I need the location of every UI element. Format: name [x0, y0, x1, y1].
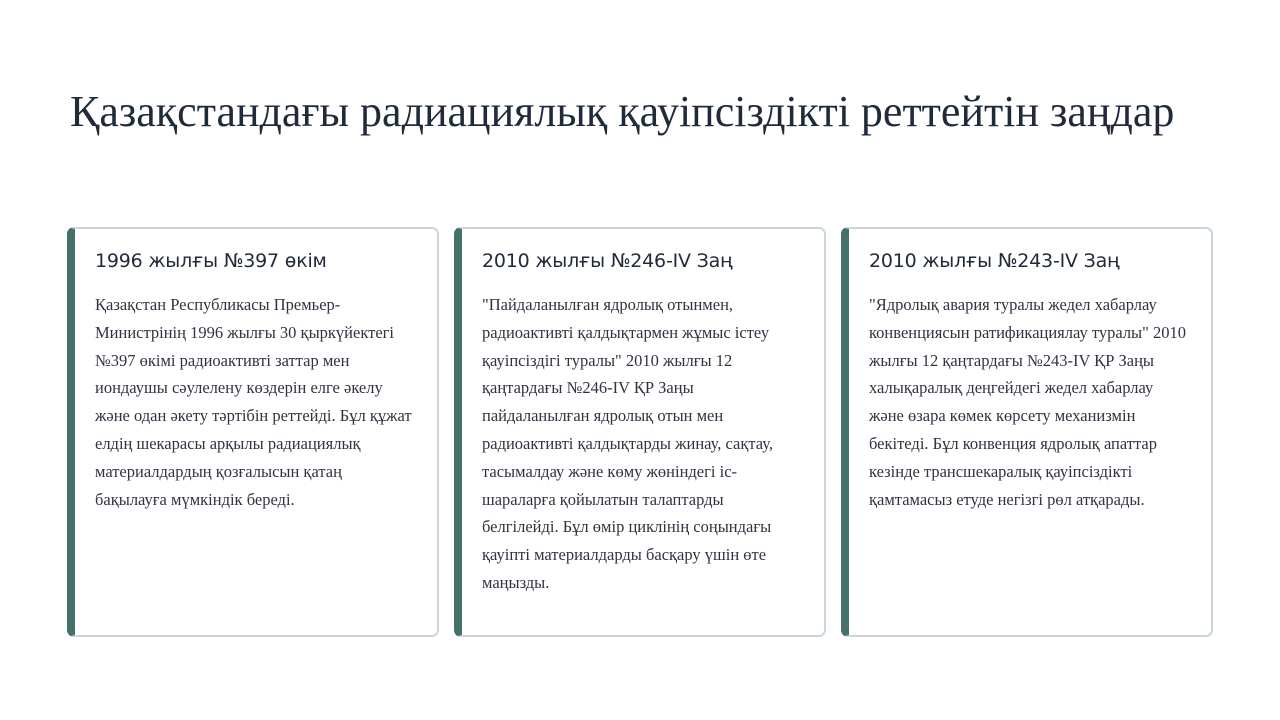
- law-card-2010-243: [841, 227, 1213, 637]
- card-heading: 1996 жылғы №397 өкім: [95, 250, 327, 272]
- card-description: Қазақстан Республикасы Премьер-Министрінің 1996 жылғы 30 қыркүйектегі №397 өкімі радиоактивті заттар мен иондаушы сәулелену көздерін елге әкелу және одан әкету тәртібін реттейді. Бұл құжат елдің шекарасы арқылы радиациялық материалдардың қозғалысын қатаң бақылауға мүмкіндік береді.: [95, 295, 412, 509]
- card-row: [67, 227, 1213, 637]
- law-card-1996-397: [67, 227, 439, 637]
- card-heading: 2010 жылғы №246-IV Заң: [482, 250, 733, 272]
- card-description: "Пайдаланылған ядролық отынмен, радиоактивті қалдықтармен жұмыс істеу қауіпсіздігі туралы" 2010 жылғы 12 қаңтардағы №246-IV ҚР Заңы пайдаланылған ядролық отын мен радиоактивті қалдықтарды жинау, сақтау, тасымалдау және көму жөніндегі іс-шараларға қойылатын талаптарды белгілейді. Бұл өмір циклінің соңындағы қауіпті материалдарды басқару үшін өте маңызды.: [482, 295, 773, 592]
- law-card-2010-246: [454, 227, 826, 637]
- page-title: Қазақстандағы радиациялық қауіпсіздікті реттейтін заңдар: [70, 87, 1175, 136]
- card-heading: 2010 жылғы №243-IV Заң: [869, 250, 1120, 272]
- card-description: "Ядролық авария туралы жедел хабарлау конвенциясын ратификациялау туралы" 2010 жылғы 12 қаңтардағы №243-IV ҚР Заңы халықаралық деңгейдегі жедел хабарлау және өзара көмек көрсету механизмін бекітеді. Бұл конвенция ядролық апаттар кезінде трансшекаралық қауіпсіздікті қамтамасыз етуде негізгі рөл атқарады.: [869, 295, 1187, 509]
